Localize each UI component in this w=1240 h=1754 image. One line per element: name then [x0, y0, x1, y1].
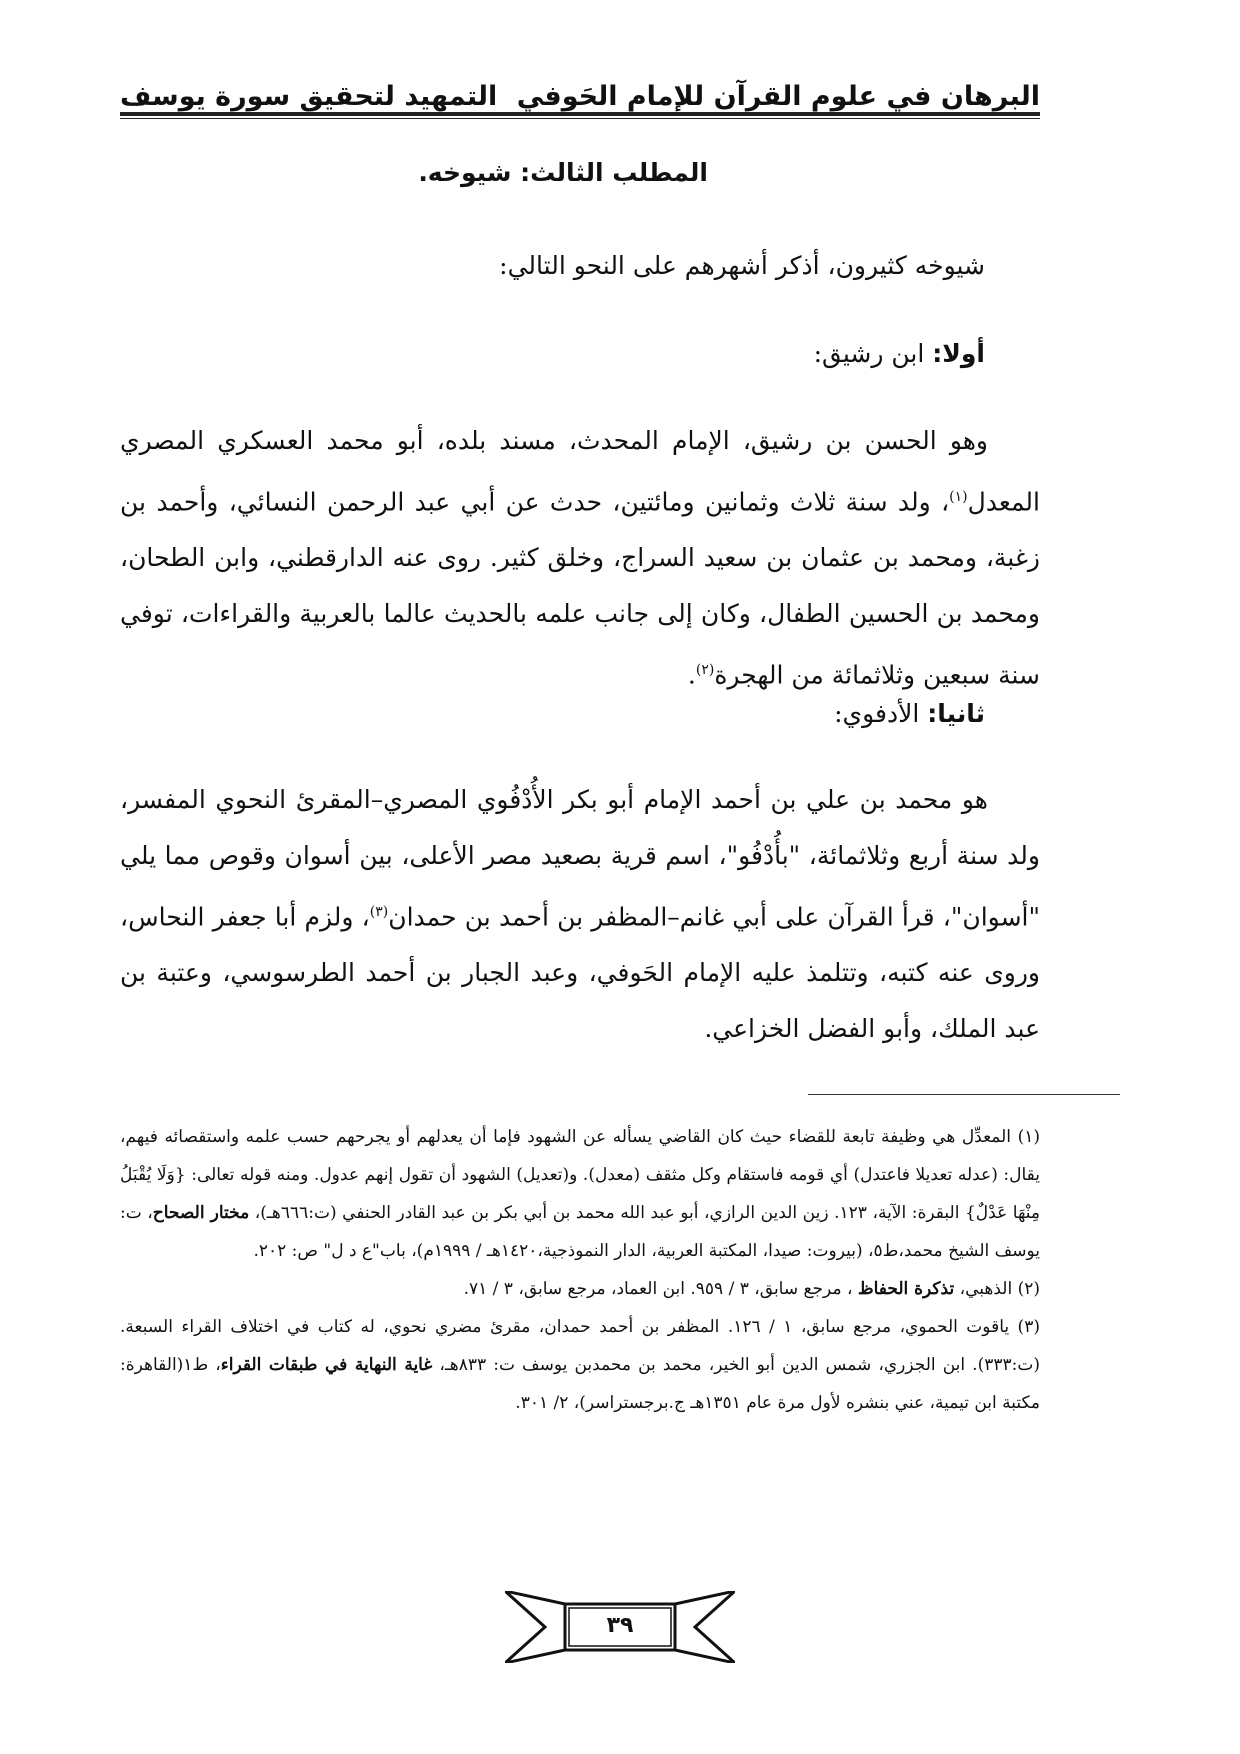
sheikh1-text-a: وهو الحسن بن رشيق، الإمام المحدث، مسند بلده، أبو محمد العسكري المصري المعدل	[120, 426, 1040, 517]
footnote-ref-1[interactable]: (١)	[949, 489, 968, 505]
page-number: ٣٩	[606, 1613, 634, 1638]
sheikh1-label: أولا:	[932, 339, 985, 368]
footnote-1	[120, 1118, 1040, 1270]
footnote-2	[120, 1270, 1040, 1308]
footnote-2-text-b: ، مرجع سابق، ٣ / ٩٥٩. ابن العماد، مرجع سابق، ٣ / ٧١.	[463, 1279, 858, 1299]
sheikh2-heading	[105, 686, 985, 742]
sheikh1-name: ابن رشيق:	[813, 339, 933, 368]
header-book-title: البرهان في علوم القرآن للإمام الحَوفي	[516, 81, 1040, 112]
intro-paragraph: شيوخه كثيرون، أذكر أشهرهم على النحو التالي:	[499, 251, 985, 280]
sheikh2-text-b: ، ولزم أبا جعفر النحاس، وروى عنه كتبه، وتتلمذ عليه الإمام الحَوفي، وعبد الجبار بن أحمد الطرسوسي، وعتبة بن عبد الملك، وأبو الفضل الخزاعي.	[120, 902, 1040, 1044]
sheikh2-paragraph	[120, 772, 1040, 1057]
sheikh1-text-b: ، ولد سنة ثلاث وثمانين ومائتين، حدث عن أبي عبد الرحمن النسائي، وأحمد بن زغبة، ومحمد بن عثمان بن سعيد السراج، وخلق كثير. روى عنه الدارقطني، وابن الطحان، ومحمد بن الحسين الطفال، وكان إلى جانب علمه بالحديث عالما بالعربية والقراءات، توفي سنة سبعين وثلاثمائة من الهجرة	[120, 487, 1040, 690]
footnote-2-source: تذكرة الحفاظ	[857, 1279, 955, 1299]
footnote-1-text: (١) المعدِّل هي وظيفة تابعة للقضاء حيث كان القاضي يسأله عن الشهود فإما أن يعدلهم أو يجرحهم حسب علمه واستقصائه فيهم، يقال: (عدله تعديلا فاعتدل) أي قومه فاستقام وكل مثقف (معدل). و(تعديل) الشهود أن تقول إنهم عدول. ومنه قوله تعالى: {وَلَا يُقْبَلُ مِنْهَا عَدْلٌ} البقرة: الآية، ١٢٣. زين الدين الرازي، أبو عبد الله محمد بن أبي بكر بن عبد القادر الحنفي (ت:٦٦٦هـ)،	[120, 1127, 1041, 1223]
footnote-3	[120, 1308, 1040, 1422]
section-title: المطلب الثالث: شيوخه.	[418, 158, 708, 187]
sheikh2-label: ثانيا:	[927, 699, 985, 728]
header-rule-thin	[120, 118, 1040, 119]
footnote-3-text-b: ، ط١(القاهرة: مكتبة ابن تيمية، عني بنشره لأول مرة عام ١٣٥١هـ ج.برجستراسر)، ٢/ ٣٠١.	[120, 1355, 1040, 1413]
sheikh2-text-a: هو محمد بن علي بن أحمد الإمام أبو بكر الأُدْفُوي المصري–المقرئ النحوي المفسر، ولد سنة أربع وثلاثمائة، "بأُدْفُو"، اسم قرية بصعيد مصر الأعلى، بين أسوان وقوص مما يلي "أسوان"، قرأ القرآن على أبي غانم–المظفر بن أحمد بن حمدان	[120, 785, 1040, 932]
sheikh1-heading	[105, 326, 985, 382]
footnote-2-text-a: (٢) الذهبي،	[954, 1279, 1040, 1299]
header-chapter-title: التمهيد لتحقيق سورة يوسف	[120, 81, 498, 112]
sheikh1-text-c: .	[687, 660, 696, 690]
footnote-3-text-a: (٣) ياقوت الحموي، مرجع سابق، ١ / ١٢٦. المظفر بن أحمد حمدان، مقرئ مضري نحوي، له كتاب في اختلاف القراء السبعة. (ت:٣٣٣). ابن الجزري، شمس الدين أبو الخير، محمد بن محمدبن يوسف ت: ٨٣٣هـ،	[120, 1317, 1040, 1375]
sheikh1-paragraph	[120, 413, 1040, 704]
footnotes	[120, 1118, 1040, 1422]
footnote-3-source: غاية النهاية في طبقات القراء	[220, 1355, 433, 1375]
footnote-ref-2[interactable]: (٢)	[695, 662, 715, 679]
footnote-1-tail: ، ت: يوسف الشيخ محمد،ط٥، (بيروت: صيدا، المكتبة العربية، الدار النموذجية،١٤٢٠هـ / ١٩٩٩م)، باب"ع د ل" ص: ٢٠٢.	[120, 1203, 1040, 1261]
running-header	[120, 72, 1040, 112]
sheikh2-name: الأدفوي:	[834, 699, 928, 728]
footnote-separator	[808, 1094, 1120, 1095]
footnote-1-source: مختار الصحاح	[152, 1203, 250, 1223]
header-rule	[120, 112, 1040, 116]
footnote-ref-3[interactable]: (٣)	[369, 904, 389, 920]
